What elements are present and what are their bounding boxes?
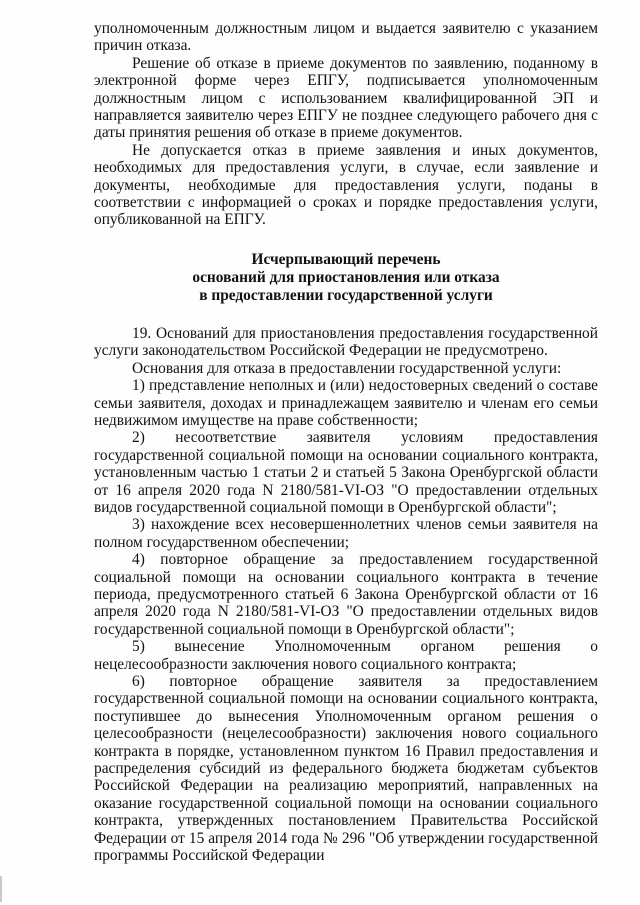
paragraph-epgu-refusal-decision: Решение об отказе в приеме документов по заявлению, поданному в электронной форме через ЕПГУ, подписывается уполномоченным должностным лицом с использованием квалифицированной ЭП и направляется заявителю через ЕПГУ не позднее следующего рабочего дня с даты принятия решения об отказе в приеме документов. [94, 54, 598, 142]
paragraph-ground-2: 2) несоответствие заявителя условиям предоставления государственной социальной помощи на основании социального контракта, установленным частью 1 статьи 2 и статьей 5 Закона Оренбургской области от 16 апреля 2020 года N 2180/581-VI-ОЗ "О предоставлении отдельных видов государственной социальной помощи в Оренбургской области"; [94, 429, 598, 516]
document-body [94, 20, 598, 864]
paragraph-ground-1: 1) представление неполных и (или) недостоверных сведений о составе семьи заявителя, доходах и принадлежащем заявителю и членам его семьи недвижимом имуществе на праве собственности; [94, 377, 598, 429]
paragraph-refusal-grounds-intro: Основания для отказа в предоставлении государственной услуги: [132, 359, 562, 377]
paragraph-refusal-not-allowed: Не допускается отказ в приеме заявления и иных документов, необходимых для предоставления услуги, в случае, если заявление и документы, необходимые для предоставления услуги, поданы в соответствии с информацией о сроках и порядке предоставления услуги, опубликованной на ЕПГУ. [94, 141, 598, 229]
scan-edge-mark [0, 876, 2, 902]
paragraph-ground-6: 6) повторное обращение заявителя за предоставлением государственной социальной помощи на основании социального контракта, поступившее до вынесения Уполномоченным органом решения о целесообразности (нецелесообразности) заключения нового социального контракта в порядке, установленном пунктом 16 Правил предоставления и распределения субсидий из федерального бюджета бюджетам субъектов Российской Федерации на реализацию мероприятий, направленных на оказание государственной социальной помощи на основании социального контракта, утвержденных постановлением Правительства Российской Федерации от 15 апреля 2014 года № 296 "Об утверждении государственной программы Российской Федерации [94, 673, 598, 865]
section-heading [94, 251, 598, 305]
paragraph-ground-5: 5) вынесение Уполномоченным органом решения о нецелесообразности заключения нового социального контракта; [94, 638, 598, 673]
section-heading-line-1: Исчерпывающий перечень [251, 250, 441, 268]
section-heading-line-2: оснований для приостановления или отказа [192, 268, 500, 286]
paragraph-ground-3: 3) нахождение всех несовершеннолетних членов семьи заявителя на полном государственном обеспечении; [94, 516, 598, 551]
paragraph-ground-4: 4) повторное обращение за предоставлением государственной социальной помощи на основании социального контракта в течение периода, предусмотренного статьей 6 Закона Оренбургской области от 16 апреля 2020 года N 2180/581-VI-ОЗ "О предоставлении отдельных видов государственной социальной помощи в Оренбургской области"; [94, 551, 598, 638]
section-heading-line-3: в предоставлении государственной услуги [199, 286, 493, 304]
paragraph-refusal-continuation: уполномоченным должностным лицом и выдается заявителю с указанием причин отказа. [94, 20, 598, 55]
paragraph-item-19: 19. Оснований для приостановления предоставления государственной услуги законодательством Российской Федерации не предусмотрено. [94, 324, 598, 360]
